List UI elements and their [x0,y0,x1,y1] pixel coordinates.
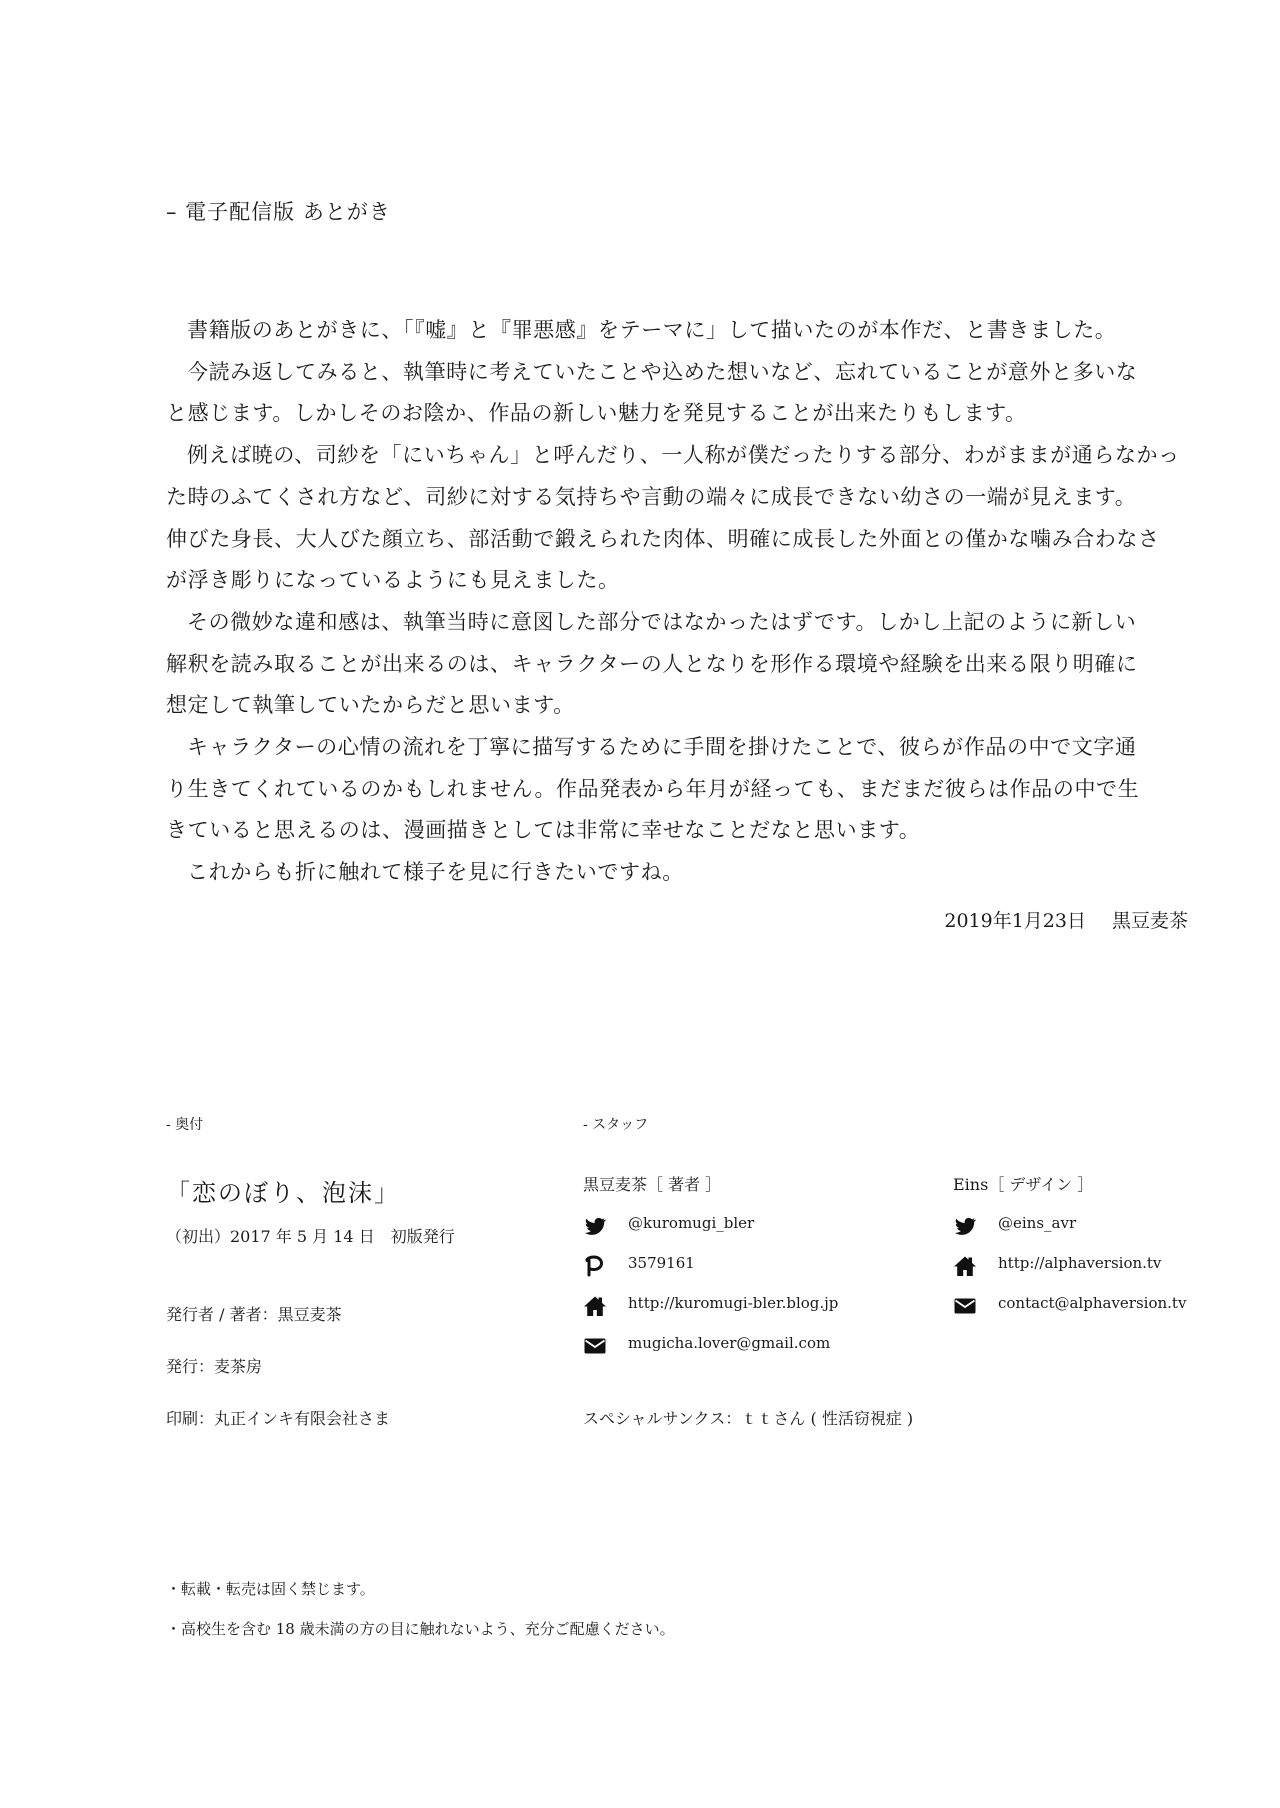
afterword-paragraph: 例えば暁の、司紗を「にいちゃん」と呼んだり、一人称が僕だったりする部分、わがままが通らなかっ た時のふてくされ方など、司紗に対する気持ちや言動の端々に成長できない幼さの一端が見えます。 伸びた身長、大人びた顔立ち、部活動で鍛えられた肉体、明確に成長した外面との僅かな噛み合わなさ が浮き彫りになっているようにも見えました。 [166,443,1180,593]
designer-label: Eins［ デザイン ］ [953,1175,1094,1194]
author-twitter[interactable]: @kuromugi_bler [628,1214,755,1232]
afterword-heading: – 電子配信版 あとがき [166,200,391,224]
publisher: 発行：麦茶房 [166,1357,263,1376]
pixiv-icon [583,1254,607,1278]
author-pixiv[interactable]: 3579161 [628,1254,695,1272]
special-thanks: スペシャルサンクス：ｔｔさん ( 性活窃視症 ) [583,1409,914,1428]
afterword-paragraph: キャラクターの心情の流れを丁寧に描写するために手間を掛けたことで、彼らが作品の中で文字通 り生きてくれているのかもしれません。作品発表から年月が経っても、まだまだ彼らは作品の中で生 きていると思えるのは、漫画描きとしては非常に幸せなことだなと思います。 [166,735,1140,843]
note-item: ・転載・転売は固く禁じます。 [166,1580,375,1598]
first-edition: （初出）2017 年 5 月 14 日 初版発行 [166,1227,455,1246]
mail-icon [583,1334,607,1358]
note-item: ・高校生を含む 18 歳未満の方の目に触れないよう、充分ご配慮ください。 [166,1620,675,1638]
home-icon [583,1294,607,1318]
printer: 印刷：丸正インキ有限会社さま [166,1409,391,1428]
author-label: 黒豆麦茶［ 著者 ］ [583,1175,722,1194]
publisher-author: 発行者 / 著者：黒豆麦茶 [166,1305,342,1324]
signature-date: 2019年1月23日 [944,910,1086,932]
home-icon [953,1254,977,1278]
author-email[interactable]: mugicha.lover@gmail.com [628,1334,831,1352]
mail-icon [953,1294,977,1318]
signature-author: 黒豆麦茶 [1111,910,1188,932]
designer-website[interactable]: http://alphaversion.tv [998,1254,1162,1272]
afterword-paragraph: 今読み返してみると、執筆時に考えていたことや込めた想いなど、忘れていることが意外と多いな と感じます。しかしそのお陰か、作品の新しい魅力を発見することが出来たりもします。 [166,359,1138,426]
colophon-heading: - 奥付 [166,1117,204,1133]
afterword-paragraph: 書籍版のあとがきに、「『嘘』と『罪悪感』をテーマに」して描いたのが本作だ、と書きました。 [187,318,1117,342]
twitter-icon [583,1214,607,1238]
designer-twitter[interactable]: @eins_avr [998,1214,1077,1232]
book-title: 「恋のぼり、泡沫」 [166,1179,400,1207]
author-website[interactable]: http://kuromugi-bler.blog.jp [628,1294,839,1312]
designer-email[interactable]: contact@alphaversion.tv [998,1294,1187,1312]
afterword-body [166,310,1191,894]
staff-heading: - スタッフ [583,1117,649,1133]
signature [944,906,1188,933]
afterword-paragraph: その微妙な違和感は、執筆当時に意図した部分ではなかったはずです。しかし上記のように新しい 解釈を読み取ることが出来るのは、キャラクターの人となりを形作る環境や経験を出来る限り明確に 想定して執筆していたからだと思います。 [166,609,1138,718]
twitter-icon [953,1214,977,1238]
afterword-paragraph: これからも折に触れて様子を見に行きたいですね。 [187,860,684,885]
